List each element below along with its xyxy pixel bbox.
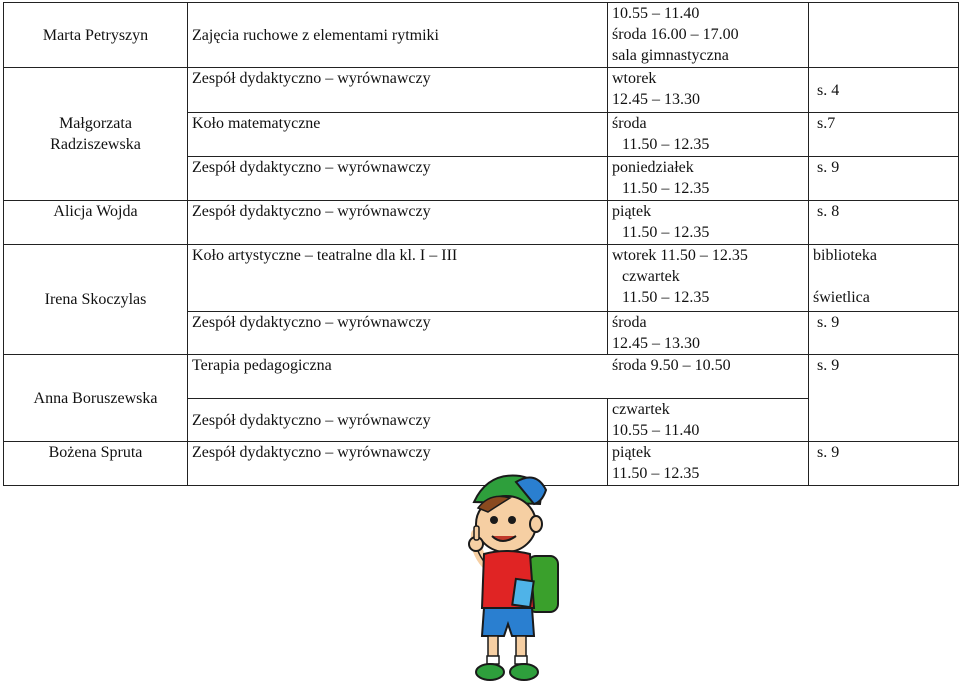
- room-cell: s.7: [809, 113, 959, 157]
- time-cell: [608, 3, 809, 68]
- time-cell: poniedziałek 11.50 – 12.35: [608, 157, 809, 201]
- table-row: [4, 355, 959, 399]
- room-cell: biblioteka świetlica: [809, 245, 959, 312]
- activity-cell: [188, 355, 809, 399]
- teacher-name: Anna Boruszewska: [4, 355, 188, 442]
- activity-name: Zespół dydaktyczno – wyrównawczy: [188, 68, 608, 113]
- activity-cell: [188, 3, 608, 68]
- time-cell: środa 11.50 – 12.35: [608, 113, 809, 157]
- activity-name: Zespół dydaktyczno – wyrównawczy: [188, 312, 608, 355]
- schedule-table: [3, 2, 959, 486]
- activity-name: Terapia pedagogiczna: [192, 357, 332, 374]
- activity-name: Zespół dydaktyczno – wyrównawczy: [188, 201, 608, 245]
- time-text: 10.55 – 11.40: [612, 5, 700, 22]
- activity-name: Koło matematyczne: [188, 113, 608, 157]
- activity-name: Koło artystyczne – teatralne dla kl. I – III: [188, 245, 608, 312]
- room-cell: s. 9: [809, 442, 959, 486]
- table-row: [4, 201, 959, 245]
- teacher-name: Małgorzata Radziszewska: [4, 68, 188, 201]
- day-time-text: środa 16.00 – 17.00: [612, 26, 739, 43]
- time-cell: czwartek 10.55 – 11.40: [608, 399, 809, 442]
- boy-with-backpack-clipart: [460, 468, 570, 688]
- room-cell: s. 8: [809, 201, 959, 245]
- activity-name: Zespół dydaktyczno – wyrównawczy: [188, 399, 608, 442]
- room-cell: s. 9: [809, 355, 959, 442]
- room-cell: s. 9: [809, 157, 959, 201]
- time-cell: piątek 11.50 – 12.35: [608, 442, 809, 486]
- place-text: sala gimnastyczna: [612, 47, 729, 64]
- room-cell: [809, 3, 959, 68]
- activity-name: Zespół dydaktyczno – wyrównawczy: [188, 442, 608, 486]
- activity-name: Zajęcia ruchowe z elementami rytmiki: [192, 26, 439, 44]
- time-cell: wtorek 11.50 – 12.35 czwartek 11.50 – 12.35: [608, 245, 809, 312]
- teacher-name: Alicja Wojda: [4, 201, 188, 245]
- table-row: [4, 245, 959, 312]
- time-cell: piątek 11.50 – 12.35: [608, 201, 809, 245]
- teacher-name: Marta Petryszyn: [4, 3, 188, 68]
- room-cell: s. 9: [809, 312, 959, 355]
- teacher-name: Irena Skoczylas: [4, 245, 188, 355]
- day-time-text: środa 9.50 – 10.50: [612, 357, 731, 374]
- time-cell: środa 12.45 – 13.30: [608, 312, 809, 355]
- activity-name: Zespół dydaktyczno – wyrównawczy: [188, 157, 608, 201]
- table-row: [4, 3, 959, 68]
- time-cell: wtorek 12.45 – 13.30: [608, 68, 809, 113]
- room-cell: s. 4: [809, 68, 959, 113]
- table-row: [4, 68, 959, 113]
- teacher-name: Bożena Spruta: [4, 442, 188, 486]
